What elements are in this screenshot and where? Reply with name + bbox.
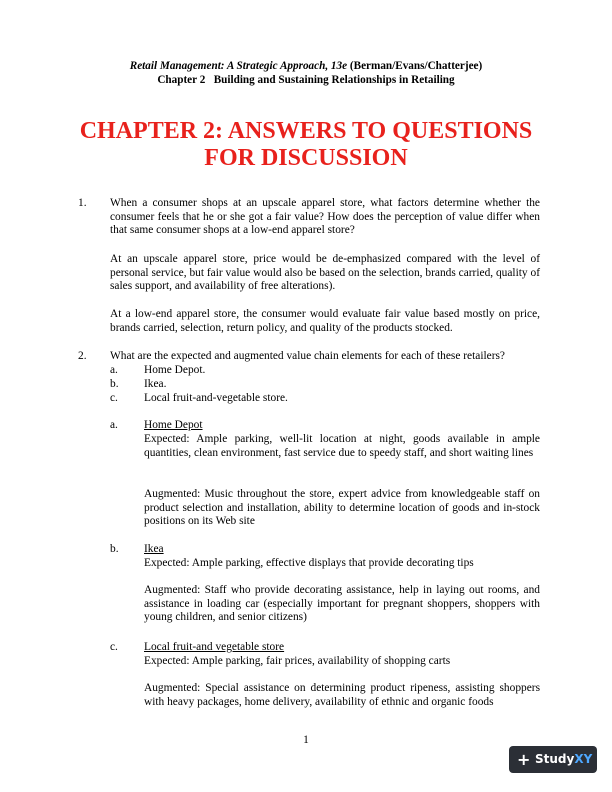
list-item-letter: c. xyxy=(110,392,118,404)
question-text: When a consumer shops at an upscale apparel store, what factors determine whether the consumer feels that he or she got a fair value? How does the perception of value differ when that same consumer shops at a low-end apparel store? xyxy=(110,197,540,237)
list-item-letter: a. xyxy=(110,364,118,376)
retailer-name: Home Depot xyxy=(144,419,203,431)
plus-icon: + xyxy=(517,750,531,769)
answer-letter: b. xyxy=(110,543,119,555)
badge-brand-accent: XY xyxy=(574,752,593,766)
book-authors: (Berman/Evans/Chatterjee) xyxy=(349,60,483,72)
book-title: Retail Management: A Strategic Approach, 13e xyxy=(129,60,348,72)
answer-letter: a. xyxy=(110,419,118,431)
retailer-name: Local fruit-and vegetable store xyxy=(144,641,285,653)
list-item-text: Ikea. xyxy=(144,378,167,390)
augmented-elements: Augmented: Music throughout the store, expert advice from knowledgeable staff on product selection and installation, ability to determine location of goods and in-stock positions on its Web site xyxy=(144,488,540,528)
header-line-2: Chapter 2 Building and Sustaining Relationships in Retailing xyxy=(157,73,455,86)
question-number: 1. xyxy=(78,197,87,209)
list-item-text: Home Depot. xyxy=(144,364,206,376)
badge-brand-main: Study xyxy=(535,752,575,766)
expected-elements: Expected: Ample parking, effective displays that provide decorating tips xyxy=(144,557,474,569)
list-item-text: Local fruit-and-vegetable store. xyxy=(144,392,288,404)
retailer-name: Ikea xyxy=(144,543,164,555)
chapter-title-line-2: FOR DISCUSSION xyxy=(204,145,408,171)
answer-paragraph: At an upscale apparel store, price would be de-emphasized compared with the level of personal service, but fair value would also be based on the selection, brands carried, quality of sales support, and availability of free alterations). xyxy=(110,253,540,293)
expected-elements: Expected: Ample parking, fair prices, availability of shopping carts xyxy=(144,655,451,667)
augmented-elements: Augmented: Staff who provide decorating assistance, help in laying out rooms, and assistance in loading car (especially important for pregnant shoppers, shoppers with young children, and senior citizens) xyxy=(144,584,540,624)
badge-brand xyxy=(535,746,592,773)
chapter-title xyxy=(0,118,612,172)
header-line-1 xyxy=(0,60,612,74)
document-header xyxy=(0,60,612,87)
question-number: 2. xyxy=(78,350,87,362)
studyxy-badge[interactable] xyxy=(509,746,597,773)
list-item-letter: b. xyxy=(110,378,119,390)
chapter-title-line-1: CHAPTER 2: ANSWERS TO QUESTIONS xyxy=(79,118,533,144)
expected-elements: Expected: Ample parking, well-lit location at night, goods available in ample quantities, clean environment, fast service due to speedy staff, and short waiting lines xyxy=(144,433,540,459)
question-text: What are the expected and augmented value chain elements for each of these retailers? xyxy=(110,350,505,362)
page-number: 1 xyxy=(303,734,309,746)
answer-letter: c. xyxy=(110,641,118,653)
answer-paragraph: At a low-end apparel store, the consumer would evaluate fair value based mostly on price, brands carried, selection, return policy, and quality of the products stocked. xyxy=(110,308,540,334)
augmented-elements: Augmented: Special assistance on determining product ripeness, assisting shoppers with heavy packages, home delivery, availability of ethnic and organic foods xyxy=(144,682,540,708)
